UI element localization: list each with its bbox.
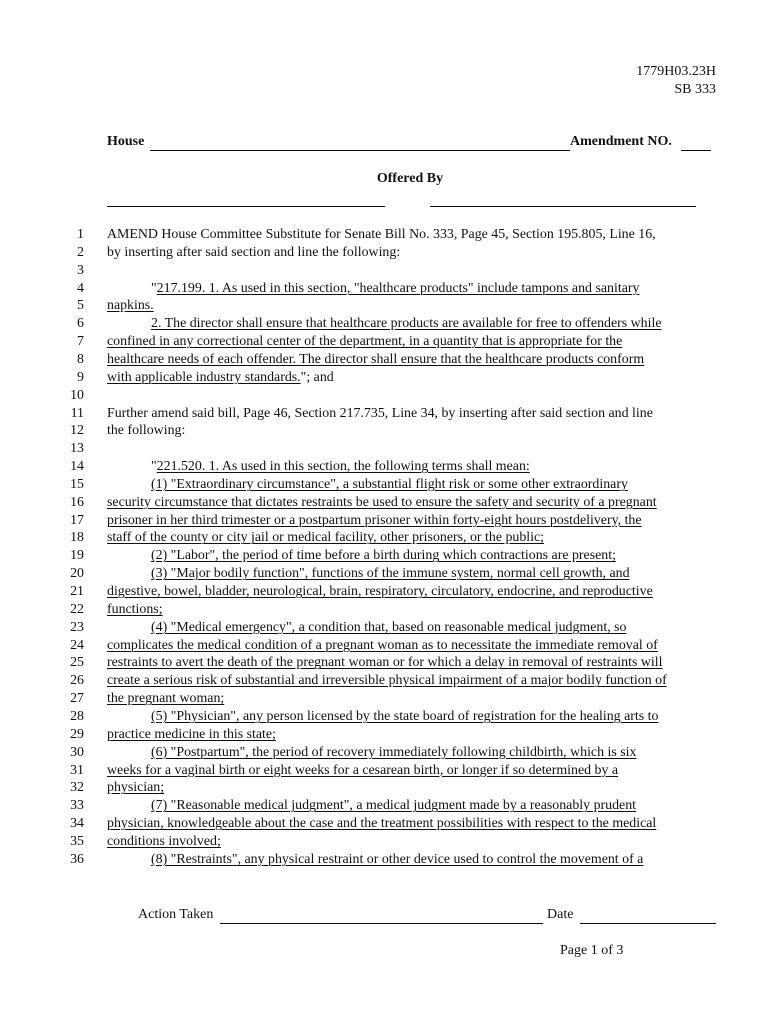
document-line — [0, 494, 770, 512]
document-line — [0, 637, 770, 655]
line-text — [107, 726, 276, 744]
inserted-text: security circumstance that dictates restraints be used to ensure the safety and security of a pregnant — [107, 494, 657, 510]
line-number: 30 — [70, 744, 84, 760]
line-number: 21 — [70, 584, 84, 599]
document-line — [0, 815, 770, 833]
line-number: 11 — [70, 405, 84, 421]
document-line — [0, 226, 770, 244]
line-number: 33 — [70, 798, 84, 814]
document-line — [0, 762, 770, 780]
line-number: 8 — [77, 351, 84, 367]
document-line — [0, 779, 770, 797]
inserted-text: (1) "Extraordinary circumstance", a substantial flight risk or some other extraordinary — [151, 476, 628, 492]
inserted-text: prisoner in her third trimester or a postpartum prisoner within forty-eight hours postdelivery, the — [107, 512, 642, 528]
inserted-text: napkins. — [107, 298, 154, 314]
amendment-number-label: Amendment NO. — [570, 134, 672, 149]
line-number: 10 — [70, 387, 84, 403]
document-line — [0, 601, 770, 619]
line-number: 32 — [70, 780, 84, 796]
inserted-text: with applicable industry standards. — [107, 369, 301, 385]
inserted-text: (6) "Postpartum", the period of recovery immediately following childbirth, which is six — [151, 744, 637, 760]
inserted-text: digestive, bowel, bladder, neurological, brain, respiratory, circulatory, endocrine, and reproductive — [107, 584, 653, 599]
line-text — [151, 708, 658, 726]
document-line — [0, 797, 770, 815]
line-number: 27 — [70, 691, 84, 707]
line-text — [107, 226, 656, 244]
inserted-text: complicates the medical condition of a pregnant woman as to necessitate the immediate removal of — [107, 637, 658, 653]
line-text — [107, 529, 544, 547]
line-number: 6 — [77, 316, 84, 332]
line-text-segment: Further amend said bill, Page 46, Section 217.735, Line 34, by inserting after said section and line — [107, 405, 653, 421]
document-line — [0, 422, 770, 440]
line-text — [151, 851, 643, 869]
offered-by-signature-line-1 — [107, 206, 385, 207]
document-line — [0, 744, 770, 762]
document-line — [0, 690, 770, 708]
document-id: 1779H03.23H — [636, 64, 716, 79]
inserted-text: the pregnant woman; — [107, 691, 225, 707]
line-text — [107, 672, 667, 690]
line-number: 1 — [77, 227, 84, 242]
inserted-text: (3) "Major bodily function", functions of the immune system, normal cell growth, and — [151, 566, 630, 582]
document-line — [0, 244, 770, 262]
line-text — [151, 797, 636, 815]
line-number: 16 — [70, 494, 84, 510]
line-text — [107, 405, 653, 423]
line-number: 4 — [77, 280, 84, 296]
line-number: 19 — [70, 548, 84, 564]
page-number: Page 1 of 3 — [560, 943, 624, 958]
document-line — [0, 583, 770, 601]
document-line — [0, 547, 770, 565]
document-line — [0, 351, 770, 369]
line-text — [107, 512, 642, 530]
line-number: 35 — [70, 833, 84, 849]
house-blank-line — [150, 150, 570, 151]
line-number: 2 — [77, 244, 84, 260]
line-number: 3 — [77, 262, 84, 278]
line-text-segment: the following: — [107, 423, 186, 439]
document-line — [0, 262, 770, 280]
line-number: 36 — [70, 851, 84, 867]
line-text — [107, 583, 653, 601]
document-line — [0, 708, 770, 726]
line-number: 24 — [70, 637, 84, 653]
date-label: Date — [547, 907, 574, 922]
line-text — [107, 601, 163, 619]
house-label: House — [107, 134, 145, 149]
line-text-segment: by inserting after said section and line the following: — [107, 244, 401, 260]
inserted-text: 2. The director shall ensure that healthcare products are available for free to offenders while — [151, 316, 662, 332]
line-text-segment: " — [151, 459, 157, 475]
line-text — [151, 458, 530, 476]
inserted-text: (2) "Labor", the period of time before a birth during which contractions are present; — [151, 548, 616, 564]
line-number: 14 — [70, 459, 84, 475]
line-text — [151, 619, 627, 637]
offered-by-signature-line-2 — [430, 206, 696, 207]
line-text — [151, 744, 636, 762]
line-number: 15 — [70, 476, 84, 492]
line-text — [107, 833, 221, 851]
document-line — [0, 440, 770, 458]
line-number: 7 — [77, 334, 84, 350]
document-line — [0, 333, 770, 351]
line-text — [151, 547, 616, 565]
date-blank — [580, 923, 716, 924]
inserted-text: practice medicine in this state; — [107, 726, 276, 742]
document-line — [0, 833, 770, 851]
inserted-text: restraints to avert the death of the pregnant woman or for which a delay in removal of restraints will — [107, 655, 663, 671]
document-line — [0, 654, 770, 672]
document-line — [0, 529, 770, 547]
line-number: 13 — [70, 441, 84, 457]
inserted-text: healthcare needs of each offender. The director shall ensure that the healthcare products conform — [107, 351, 645, 367]
inserted-text: confined in any correctional center of the department, in a quantity that is appropriate for the — [107, 334, 623, 350]
offered-by-label: Offered By — [376, 171, 444, 186]
document-line — [0, 619, 770, 637]
line-text — [107, 333, 622, 351]
line-text — [107, 351, 644, 369]
line-text — [107, 369, 334, 387]
document-line — [0, 280, 770, 298]
inserted-text: (5) "Physician", any person licensed by the state board of registration for the healing arts to — [151, 708, 659, 724]
line-text — [107, 762, 618, 780]
line-number: 31 — [70, 762, 84, 778]
line-number: 34 — [70, 816, 84, 832]
inserted-text: conditions involved; — [107, 833, 221, 849]
inserted-text: 221.520. 1. As used in this section, the following terms shall mean: — [156, 459, 530, 475]
document-line — [0, 387, 770, 405]
line-number: 20 — [70, 566, 84, 582]
inserted-text: (8) "Restraints", any physical restraint or other device used to control the movement of a — [151, 851, 644, 867]
line-text-segment: " — [151, 280, 157, 296]
line-text — [107, 815, 656, 833]
line-text-segment: AMEND House Committee Substitute for Senate Bill No. 333, Page 45, Section 195.805, Line 16, — [107, 227, 656, 242]
line-text — [107, 422, 185, 440]
line-number: 22 — [70, 601, 84, 617]
footer-action-row — [138, 907, 718, 927]
document-line — [0, 458, 770, 476]
line-text — [151, 565, 630, 583]
inserted-text: 217.199. 1. As used in this section, "healthcare products" include tampons and sanitary — [156, 280, 640, 296]
amendment-number-blank — [681, 150, 711, 151]
line-number: 29 — [70, 726, 84, 742]
inserted-text: (4) "Medical emergency", a condition that, based on reasonable medical judgment, so — [151, 619, 627, 635]
document-line — [0, 672, 770, 690]
document-line — [0, 297, 770, 315]
document-line — [0, 565, 770, 583]
inserted-text: functions; — [107, 601, 163, 617]
document-id-block — [636, 63, 716, 99]
line-text — [151, 280, 639, 298]
line-text — [107, 297, 154, 315]
action-taken-label: Action Taken — [138, 907, 214, 922]
line-number: 5 — [77, 298, 84, 314]
line-number: 23 — [70, 619, 84, 635]
line-text — [107, 779, 164, 797]
document-line — [0, 369, 770, 387]
inserted-text: physician, knowledgeable about the case and the treatment possibilities with respect to the medical — [107, 816, 657, 832]
line-text — [151, 476, 628, 494]
document-line — [0, 476, 770, 494]
line-text — [107, 654, 662, 672]
line-number: 28 — [70, 708, 84, 724]
line-text — [151, 315, 662, 333]
line-text — [107, 637, 658, 655]
inserted-text: staff of the county or city jail or medical facility, other prisoners, or the public; — [107, 530, 545, 546]
inserted-text: create a serious risk of substantial and irreversible physical impairment of a major bodily function of — [107, 673, 667, 689]
line-text-segment: "; and — [300, 369, 334, 385]
inserted-text: physician; — [107, 780, 165, 796]
document-line — [0, 512, 770, 530]
inserted-text: (7) "Reasonable medical judgment", a medical judgment made by a reasonably prudent — [151, 798, 637, 814]
document-line — [0, 851, 770, 869]
amendment-header — [107, 134, 717, 154]
document-line — [0, 726, 770, 744]
line-text — [107, 244, 400, 262]
bill-number: SB 333 — [674, 82, 716, 97]
action-taken-blank — [220, 923, 543, 924]
line-text — [107, 494, 657, 512]
line-number: 9 — [77, 369, 84, 385]
document-line — [0, 315, 770, 333]
line-number: 12 — [70, 423, 84, 439]
line-number: 17 — [70, 512, 84, 528]
line-number: 26 — [70, 673, 84, 689]
inserted-text: weeks for a vaginal birth or eight weeks for a cesarean birth, or longer if so determined by a — [107, 762, 619, 778]
line-text — [107, 690, 224, 708]
line-number: 18 — [70, 530, 84, 546]
document-line — [0, 405, 770, 423]
line-number: 25 — [70, 655, 84, 671]
